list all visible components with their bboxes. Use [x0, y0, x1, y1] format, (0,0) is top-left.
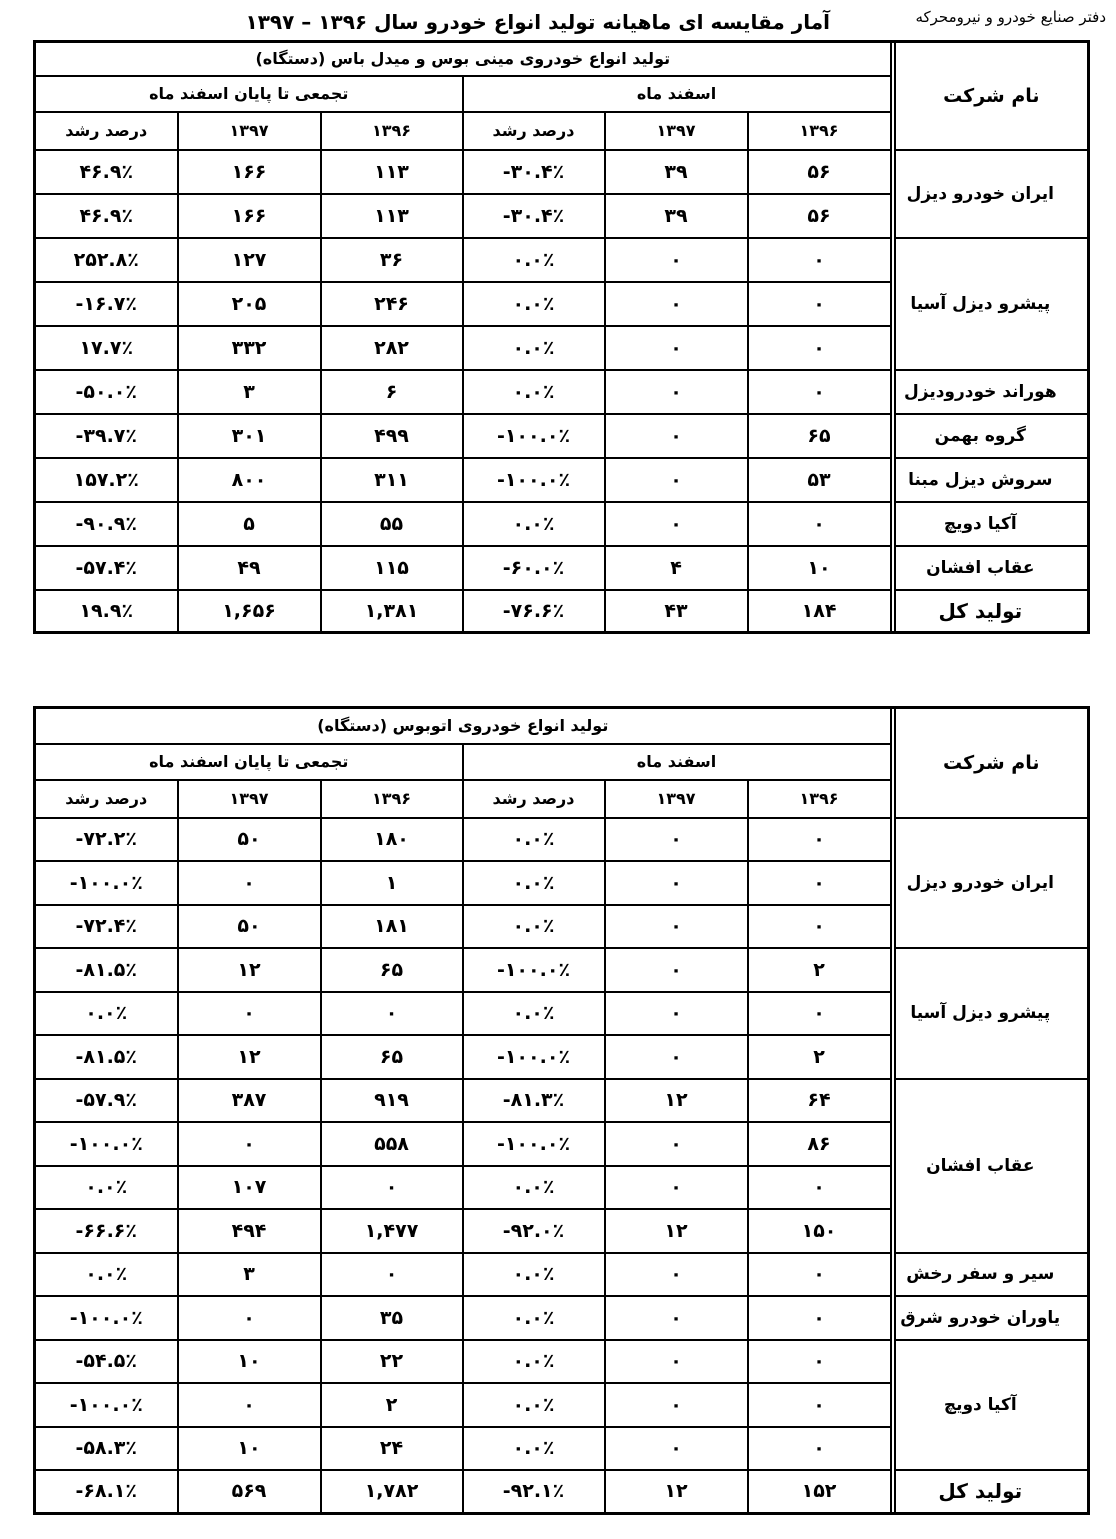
cumulative-1397-cell: ۳۰۱ [178, 414, 321, 458]
month-growth-cell: ۰.۰٪ [463, 905, 605, 949]
month-1397-header: ۱۳۹۷ [605, 780, 748, 818]
cumulative-1397-cell: ۰ [178, 861, 321, 905]
month-1396-cell: ۰ [748, 326, 891, 370]
cumulative-1397-cell: ۰ [178, 1296, 321, 1340]
month-1396-cell: ۸۶ [748, 1122, 891, 1166]
month-1396-cell: ۰ [748, 1383, 891, 1427]
cumulative-1396-cell: ۲۲ [321, 1340, 463, 1384]
cumulative-1397-cell: ۱۶۶ [178, 194, 321, 238]
cumulative-growth-cell: ۱۷.۷٪ [35, 326, 178, 370]
month-1397-cell: ۰ [605, 1383, 748, 1427]
cumulative-1397-cell: ۵۰ [178, 818, 321, 862]
cumulative-1397-cell: ۳ [178, 370, 321, 414]
cumulative-1396-cell: ۱۸۰ [321, 818, 463, 862]
cumulative-1397-cell: ۲۰۵ [178, 282, 321, 326]
cumulative-1396-header: ۱۳۹۶ [321, 780, 463, 818]
total-row [35, 590, 1089, 633]
cumulative-growth-cell: -۱۰۰.۰٪ [35, 1296, 178, 1340]
month-1396-cell: ۰ [748, 238, 891, 282]
month-1396-cell: ۰ [748, 282, 891, 326]
month-1396-header: ۱۳۹۶ [748, 112, 891, 150]
month-1396-cell: ۰ [748, 1340, 891, 1384]
header-row-title [35, 708, 1089, 744]
month-growth-cell: ۰.۰٪ [463, 1383, 605, 1427]
company-name: پیشرو دیزل آسیا [895, 948, 1089, 1079]
company-name: آکیا دویچ [895, 1340, 1089, 1471]
office-name: دفتر صنایع خودرو و نیرومحرکه [915, 8, 1106, 26]
company-name: یاوران خودرو شرق [895, 1296, 1089, 1340]
month-1397-cell: ۰ [605, 238, 748, 282]
cumulative-group-header: تجمعی تا پایان اسفند ماه [35, 744, 463, 780]
total-month-1396-cell: ۱۵۲ [748, 1470, 891, 1513]
month-1396-cell: ۰ [748, 992, 891, 1036]
total-month-1397-cell: ۱۲ [605, 1470, 748, 1513]
month-growth-cell: -۱۰۰.۰٪ [463, 1035, 605, 1079]
cumulative-growth-cell: ۴۶.۹٪ [35, 194, 178, 238]
month-1397-cell: ۱۲ [605, 1079, 748, 1123]
total-cumulative-1396-cell: ۱,۳۸۱ [321, 590, 463, 633]
cumulative-1396-cell: ۱,۴۷۷ [321, 1209, 463, 1253]
month-1397-cell: ۰ [605, 326, 748, 370]
cumulative-1397-cell: ۰ [178, 992, 321, 1036]
total-month-growth-cell: -۹۲.۱٪ [463, 1470, 605, 1513]
month-1397-cell: ۰ [605, 1340, 748, 1384]
cumulative-growth-cell: -۱۰۰.۰٪ [35, 1122, 178, 1166]
cumulative-growth-cell: -۵۰.۰٪ [35, 370, 178, 414]
cumulative-growth-cell: -۱۰۰.۰٪ [35, 1383, 178, 1427]
month-1397-cell: ۰ [605, 1166, 748, 1210]
cumulative-1396-cell: ۱ [321, 861, 463, 905]
bus-production-table [33, 706, 1090, 1515]
month-growth-cell: ۰.۰٪ [463, 1253, 605, 1297]
cumulative-1397-cell: ۵۰ [178, 905, 321, 949]
cumulative-growth-cell: -۸۱.۵٪ [35, 1035, 178, 1079]
cumulative-1397-cell: ۱۲ [178, 1035, 321, 1079]
month-growth-header: درصد رشد [463, 112, 605, 150]
company-name: هوراند خودرودیزل [895, 370, 1089, 414]
month-growth-cell: ۰.۰٪ [463, 1166, 605, 1210]
company-column-header: نام شرکت [895, 708, 1089, 818]
table-row [35, 948, 1089, 992]
month-1396-cell: ۱۵۰ [748, 1209, 891, 1253]
month-growth-cell: ۰.۰٪ [463, 238, 605, 282]
cumulative-1397-cell: ۳۸۷ [178, 1079, 321, 1123]
month-growth-cell: ۰.۰٪ [463, 861, 605, 905]
cumulative-1397-header: ۱۳۹۷ [178, 112, 321, 150]
table-row [35, 458, 1089, 502]
cumulative-1397-cell: ۱۰۷ [178, 1166, 321, 1210]
month-growth-cell: ۰.۰٪ [463, 370, 605, 414]
table-row [35, 546, 1089, 590]
cumulative-group-header: تجمعی تا پایان اسفند ماه [35, 76, 463, 112]
cumulative-1397-cell: ۱۰ [178, 1427, 321, 1471]
cumulative-1396-cell: ۵۵۸ [321, 1122, 463, 1166]
cumulative-1396-cell: ۱۱۵ [321, 546, 463, 590]
cumulative-growth-cell: ۰.۰٪ [35, 1253, 178, 1297]
total-month-1396-cell: ۱۸۴ [748, 590, 891, 633]
cumulative-1397-cell: ۴۹ [178, 546, 321, 590]
cumulative-growth-cell: -۵۴.۵٪ [35, 1340, 178, 1384]
cumulative-1397-cell: ۰ [178, 1122, 321, 1166]
total-month-growth-cell: -۷۶.۶٪ [463, 590, 605, 633]
month-1396-cell: ۰ [748, 370, 891, 414]
month-1396-cell: ۰ [748, 1296, 891, 1340]
month-1397-cell: ۳۹ [605, 150, 748, 194]
month-1396-cell: ۵۶ [748, 194, 891, 238]
month-1397-cell: ۴ [605, 546, 748, 590]
cumulative-1397-header: ۱۳۹۷ [178, 780, 321, 818]
month-1397-cell: ۰ [605, 1122, 748, 1166]
table-row [35, 1253, 1089, 1297]
month-growth-cell: -۳۰.۴٪ [463, 150, 605, 194]
month-growth-cell: ۰.۰٪ [463, 992, 605, 1036]
month-1397-cell: ۰ [605, 948, 748, 992]
table-row [35, 502, 1089, 546]
cumulative-1397-cell: ۱۰ [178, 1340, 321, 1384]
month-1396-cell: ۲ [748, 948, 891, 992]
company-name: سروش دیزل مبنا [895, 458, 1089, 502]
cumulative-growth-cell: ۲۵۲.۸٪ [35, 238, 178, 282]
document-title: آمار مقایسه ای ماهیانه تولید انواع خودرو سال ۱۳۹۶ – ۱۳۹۷ [245, 10, 830, 34]
table-row [35, 1079, 1089, 1123]
cumulative-growth-cell: -۵۷.۴٪ [35, 546, 178, 590]
total-cumulative-growth-cell: -۶۸.۱٪ [35, 1470, 178, 1513]
cumulative-1396-cell: ۱۱۳ [321, 194, 463, 238]
month-1397-cell: ۰ [605, 502, 748, 546]
month-growth-cell: ۰.۰٪ [463, 1296, 605, 1340]
cumulative-growth-cell: -۵۷.۹٪ [35, 1079, 178, 1123]
cumulative-growth-cell: ۴۶.۹٪ [35, 150, 178, 194]
header-row-title [35, 42, 1089, 76]
cumulative-1396-cell: ۹۱۹ [321, 1079, 463, 1123]
month-1397-cell: ۰ [605, 458, 748, 502]
total-label: تولید کل [895, 590, 1089, 633]
cumulative-growth-cell: -۱۶.۷٪ [35, 282, 178, 326]
cumulative-1396-cell: ۶ [321, 370, 463, 414]
month-1397-cell: ۰ [605, 414, 748, 458]
table-row [35, 818, 1089, 862]
cumulative-1396-cell: ۴۹۹ [321, 414, 463, 458]
month-growth-cell: ۰.۰٪ [463, 1340, 605, 1384]
month-growth-cell: ۰.۰٪ [463, 502, 605, 546]
minibus-production-table [33, 40, 1090, 634]
company-name: سیر و سفر رخش [895, 1253, 1089, 1297]
month-1396-cell: ۶۴ [748, 1079, 891, 1123]
month-1397-cell: ۰ [605, 1427, 748, 1471]
cumulative-growth-cell: -۹۰.۹٪ [35, 502, 178, 546]
month-1396-cell: ۱۰ [748, 546, 891, 590]
month-1397-cell: ۰ [605, 905, 748, 949]
cumulative-1396-cell: ۲۴ [321, 1427, 463, 1471]
total-cumulative-1397-cell: ۱,۶۵۶ [178, 590, 321, 633]
cumulative-1397-cell: ۱۲ [178, 948, 321, 992]
month-1397-cell: ۱۲ [605, 1209, 748, 1253]
month-1397-cell: ۰ [605, 1253, 748, 1297]
total-cumulative-1396-cell: ۱,۷۸۲ [321, 1470, 463, 1513]
month-growth-cell: -۱۰۰.۰٪ [463, 414, 605, 458]
table-row [35, 1340, 1089, 1384]
company-name: عقاب افشان [895, 546, 1089, 590]
cumulative-1396-cell: ۰ [321, 1253, 463, 1297]
company-name: ایران خودرو دیزل [895, 150, 1089, 238]
month-growth-cell: ۰.۰٪ [463, 326, 605, 370]
month-1396-cell: ۵۶ [748, 150, 891, 194]
cumulative-1397-cell: ۱۶۶ [178, 150, 321, 194]
month-1397-cell: ۰ [605, 992, 748, 1036]
cumulative-1396-cell: ۶۵ [321, 948, 463, 992]
cumulative-growth-cell: ۰.۰٪ [35, 1166, 178, 1210]
month-growth-header: درصد رشد [463, 780, 605, 818]
month-1397-header: ۱۳۹۷ [605, 112, 748, 150]
month-growth-cell: -۹۲.۰٪ [463, 1209, 605, 1253]
month-growth-cell: ۰.۰٪ [463, 282, 605, 326]
cumulative-growth-header: درصد رشد [35, 112, 178, 150]
month-1396-cell: ۶۵ [748, 414, 891, 458]
cumulative-1396-cell: ۲ [321, 1383, 463, 1427]
cumulative-1396-cell: ۰ [321, 1166, 463, 1210]
month-1396-cell: ۰ [748, 502, 891, 546]
month-1396-cell: ۰ [748, 861, 891, 905]
total-cumulative-1397-cell: ۵۶۹ [178, 1470, 321, 1513]
cumulative-1397-cell: ۳ [178, 1253, 321, 1297]
cumulative-1396-cell: ۱۱۳ [321, 150, 463, 194]
cumulative-1396-cell: ۳۶ [321, 238, 463, 282]
month-1396-cell: ۰ [748, 1427, 891, 1471]
month-growth-cell: -۱۰۰.۰٪ [463, 948, 605, 992]
company-name: پیشرو دیزل آسیا [895, 238, 1089, 370]
cumulative-1396-cell: ۲۸۲ [321, 326, 463, 370]
month-growth-cell: -۶۰.۰٪ [463, 546, 605, 590]
month-1397-cell: ۰ [605, 370, 748, 414]
total-label: تولید کل [895, 1470, 1089, 1513]
cumulative-growth-cell: ۰.۰٪ [35, 992, 178, 1036]
cumulative-1396-cell: ۳۱۱ [321, 458, 463, 502]
month-growth-cell: -۸۱.۳٪ [463, 1079, 605, 1123]
month-1396-cell: ۰ [748, 818, 891, 862]
table-row [35, 414, 1089, 458]
company-name: عقاب افشان [895, 1079, 1089, 1253]
month-1397-cell: ۰ [605, 1035, 748, 1079]
cumulative-1396-cell: ۱۸۱ [321, 905, 463, 949]
month-1397-cell: ۰ [605, 1296, 748, 1340]
cumulative-growth-cell: -۶۶.۶٪ [35, 1209, 178, 1253]
month-group-header: اسفند ماه [463, 744, 891, 780]
cumulative-1397-cell: ۱۲۷ [178, 238, 321, 282]
cumulative-growth-cell: -۵۸.۳٪ [35, 1427, 178, 1471]
cumulative-1396-cell: ۰ [321, 992, 463, 1036]
total-cumulative-growth-cell: ۱۹.۹٪ [35, 590, 178, 633]
cumulative-1396-cell: ۵۵ [321, 502, 463, 546]
table-row [35, 238, 1089, 282]
month-1396-header: ۱۳۹۶ [748, 780, 891, 818]
month-1397-cell: ۰ [605, 861, 748, 905]
month-growth-cell: -۳۰.۴٪ [463, 194, 605, 238]
month-1397-cell: ۰ [605, 282, 748, 326]
company-column-header: نام شرکت [895, 42, 1089, 150]
month-1397-cell: ۳۹ [605, 194, 748, 238]
table-row [35, 370, 1089, 414]
cumulative-growth-header: درصد رشد [35, 780, 178, 818]
table-title: تولید انواع خودروی اتوبوس (دستگاه) [35, 708, 891, 744]
company-name: آکیا دویچ [895, 502, 1089, 546]
cumulative-1397-cell: ۵ [178, 502, 321, 546]
month-1396-cell: ۵۳ [748, 458, 891, 502]
cumulative-1396-header: ۱۳۹۶ [321, 112, 463, 150]
cumulative-1397-cell: ۴۹۴ [178, 1209, 321, 1253]
company-name: گروه بهمن [895, 414, 1089, 458]
month-growth-cell: ۰.۰٪ [463, 818, 605, 862]
month-1396-cell: ۰ [748, 905, 891, 949]
month-growth-cell: ۰.۰٪ [463, 1427, 605, 1471]
month-group-header: اسفند ماه [463, 76, 891, 112]
cumulative-growth-cell: ۱۵۷.۲٪ [35, 458, 178, 502]
cumulative-1397-cell: ۸۰۰ [178, 458, 321, 502]
cumulative-1396-cell: ۲۴۶ [321, 282, 463, 326]
table-title: تولید انواع خودروی مینی بوس و میدل باس (دستگاه) [35, 42, 891, 76]
cumulative-growth-cell: -۸۱.۵٪ [35, 948, 178, 992]
cumulative-1397-cell: ۳۳۲ [178, 326, 321, 370]
cumulative-1396-cell: ۳۵ [321, 1296, 463, 1340]
month-1396-cell: ۰ [748, 1253, 891, 1297]
cumulative-1397-cell: ۰ [178, 1383, 321, 1427]
month-1396-cell: ۲ [748, 1035, 891, 1079]
month-growth-cell: -۱۰۰.۰٪ [463, 1122, 605, 1166]
cumulative-growth-cell: -۳۹.۷٪ [35, 414, 178, 458]
cumulative-1396-cell: ۶۵ [321, 1035, 463, 1079]
total-row [35, 1470, 1089, 1513]
month-growth-cell: -۱۰۰.۰٪ [463, 458, 605, 502]
company-name: ایران خودرو دیزل [895, 818, 1089, 949]
month-1397-cell: ۰ [605, 818, 748, 862]
cumulative-growth-cell: -۱۰۰.۰٪ [35, 861, 178, 905]
cumulative-growth-cell: -۷۲.۲٪ [35, 818, 178, 862]
table-row [35, 1296, 1089, 1340]
month-1396-cell: ۰ [748, 1166, 891, 1210]
cumulative-growth-cell: -۷۲.۴٪ [35, 905, 178, 949]
total-month-1397-cell: ۴۳ [605, 590, 748, 633]
table-row [35, 150, 1089, 194]
